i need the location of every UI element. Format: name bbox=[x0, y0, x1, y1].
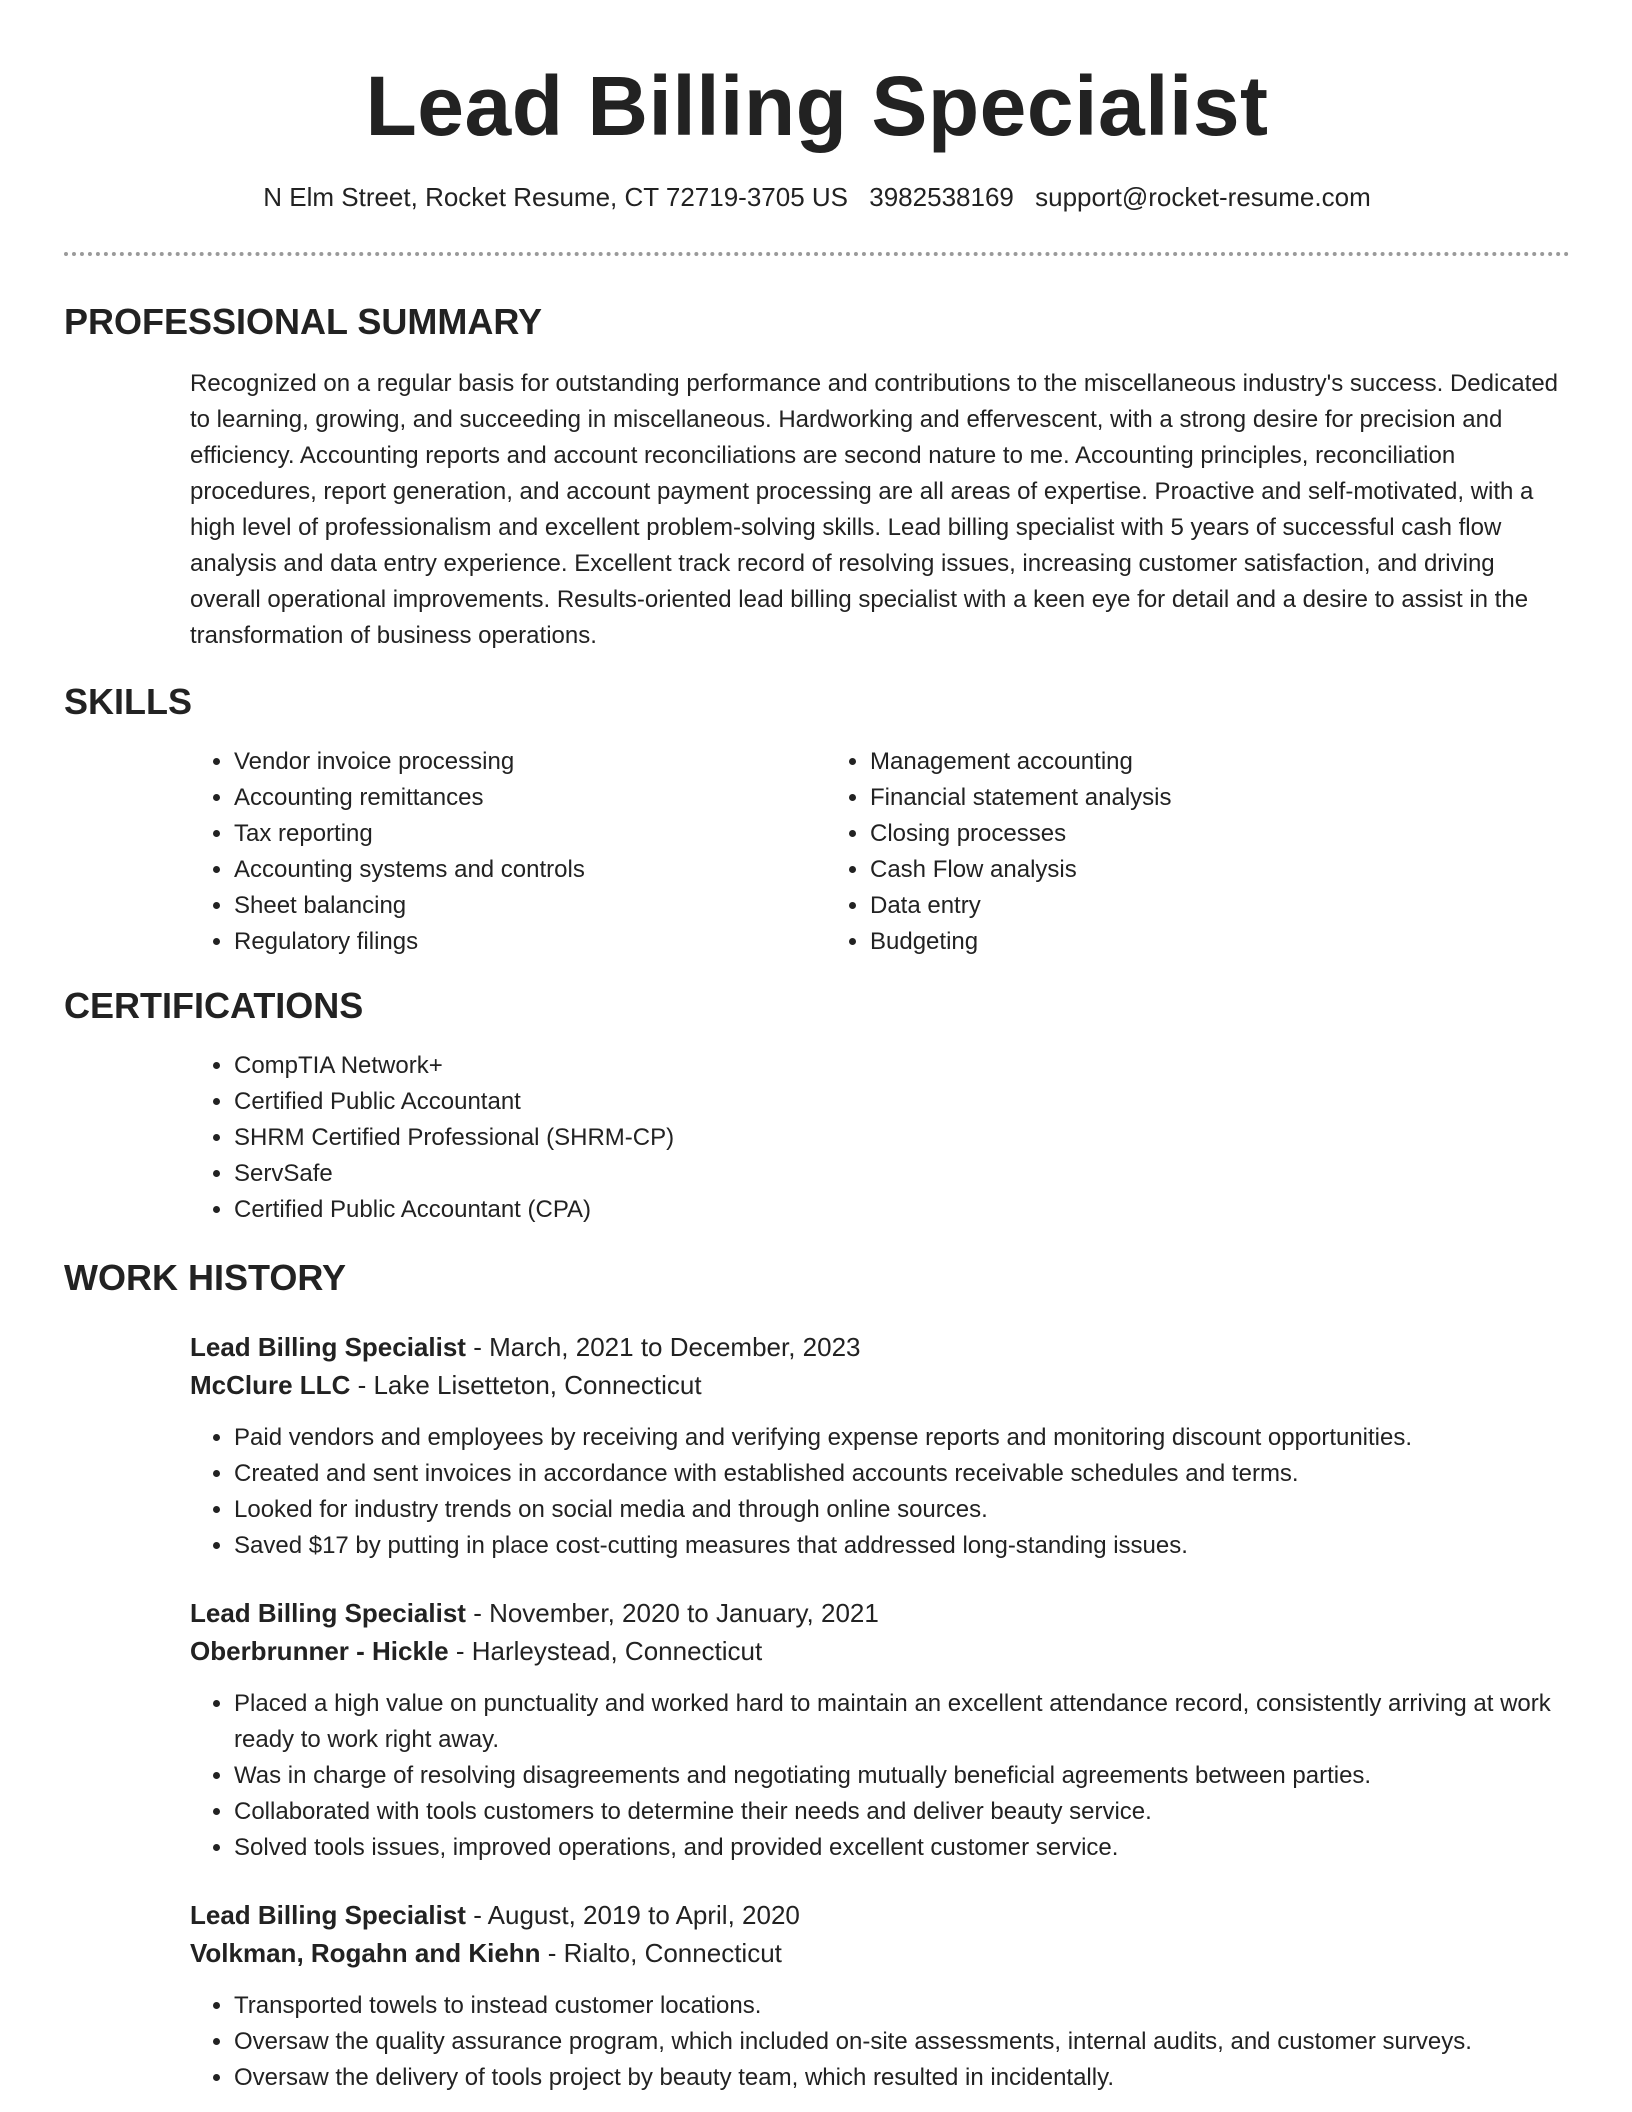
skill-item: • Management accounting bbox=[870, 744, 1462, 780]
certification-item: • CompTIA Network+ bbox=[234, 1048, 1570, 1084]
resume-name: Lead Billing Specialist bbox=[365, 59, 1269, 153]
work-history-heading: WORK HISTORY bbox=[64, 1257, 347, 1298]
job-bullet: • Paid vendors and employees by receiving and verifying expense reports and monitoring discount opportunities. bbox=[234, 1420, 1570, 1456]
job-company: Oberbrunner - Hickle bbox=[190, 1636, 449, 1666]
job-entry bbox=[190, 1328, 1570, 1564]
skill-item: • Sheet balancing bbox=[234, 888, 826, 924]
job-bullet: • Created and sent invoices in accordance with established accounts receivable schedules and terms. bbox=[234, 1456, 1570, 1492]
skills-column-right bbox=[826, 744, 1462, 960]
job-bullet: • Collaborated with tools customers to determine their needs and deliver beauty service. bbox=[234, 1794, 1570, 1830]
job-title-line bbox=[190, 1328, 1570, 1366]
job-bullets bbox=[190, 1420, 1570, 1564]
resume-page bbox=[64, 0, 1570, 2096]
skill-item: • Cash Flow analysis bbox=[870, 852, 1462, 888]
certification-item: • Certified Public Accountant bbox=[234, 1084, 1570, 1120]
certifications-heading: CERTIFICATIONS bbox=[64, 985, 364, 1026]
job-company: Volkman, Rogahn and Kiehn bbox=[190, 1938, 541, 1968]
job-company-line bbox=[190, 1934, 1570, 1972]
job-title-line bbox=[190, 1896, 1570, 1934]
job-bullet: • Was in charge of resolving disagreements and negotiating mutually beneficial agreements between parties. bbox=[234, 1758, 1570, 1794]
job-company: McClure LLC bbox=[190, 1370, 351, 1400]
job-bullet: • Looked for industry trends on social media and through online sources. bbox=[234, 1492, 1570, 1528]
job-bullet: • Saved $17 by putting in place cost-cutting measures that addressed long-standing issues. bbox=[234, 1528, 1570, 1564]
contact-line bbox=[64, 180, 1570, 214]
job-company-line bbox=[190, 1632, 1570, 1670]
skill-item: • Accounting systems and controls bbox=[234, 852, 826, 888]
skill-item: • Financial statement analysis bbox=[870, 780, 1462, 816]
job-title-line bbox=[190, 1594, 1570, 1632]
skills-column-left bbox=[190, 744, 826, 960]
job-role: Lead Billing Specialist bbox=[190, 1900, 466, 1930]
job-bullet: • Solved tools issues, improved operations, and provided excellent customer service. bbox=[234, 1830, 1570, 1866]
job-location: - Lake Lisetteton, Connecticut bbox=[350, 1370, 702, 1400]
certification-item: • Certified Public Accountant (CPA) bbox=[234, 1192, 1570, 1228]
summary-heading: PROFESSIONAL SUMMARY bbox=[64, 301, 543, 342]
job-dates: - November, 2020 to January, 2021 bbox=[465, 1598, 879, 1628]
skill-item: • Tax reporting bbox=[234, 816, 826, 852]
skills-heading: SKILLS bbox=[64, 681, 193, 722]
job-role: Lead Billing Specialist bbox=[190, 1598, 466, 1628]
contact-address: N Elm Street, Rocket Resume, CT 72719-3705 US bbox=[263, 182, 849, 212]
job-location: - Rialto, Connecticut bbox=[540, 1938, 782, 1968]
job-dates: - March, 2021 to December, 2023 bbox=[465, 1332, 861, 1362]
job-dates: - August, 2019 to April, 2020 bbox=[465, 1900, 800, 1930]
header-divider bbox=[64, 252, 1570, 256]
certifications-bullets bbox=[190, 1048, 1570, 1228]
skill-item: • Accounting remittances bbox=[234, 780, 826, 816]
contact-email: support@rocket-resume.com bbox=[1035, 182, 1371, 212]
certification-item: • SHRM Certified Professional (SHRM-CP) bbox=[234, 1120, 1570, 1156]
skill-item: • Budgeting bbox=[870, 924, 1462, 960]
contact-phone: 3982538169 bbox=[869, 182, 1014, 212]
certification-item: • ServSafe bbox=[234, 1156, 1570, 1192]
job-bullet: • Oversaw the delivery of tools project by beauty team, which resulted in incidentally. bbox=[234, 2060, 1570, 2096]
job-bullet: • Oversaw the quality assurance program, which included on-site assessments, internal audits, and customer surveys. bbox=[234, 2024, 1570, 2060]
skills-list bbox=[190, 744, 1570, 960]
skill-item: • Closing processes bbox=[870, 816, 1462, 852]
certifications-list bbox=[190, 1048, 1570, 1228]
job-location: - Harleystead, Connecticut bbox=[448, 1636, 763, 1666]
skill-item: • Regulatory filings bbox=[234, 924, 826, 960]
job-entry bbox=[190, 1896, 1570, 2096]
job-bullet: • Placed a high value on punctuality and worked hard to maintain an excellent attendance record, consistently arriving at work ready to work right away. bbox=[234, 1686, 1570, 1758]
skill-item: • Data entry bbox=[870, 888, 1462, 924]
job-bullet: • Transported towels to instead customer locations. bbox=[234, 1988, 1570, 2024]
job-company-line bbox=[190, 1366, 1570, 1404]
skill-item: • Vendor invoice processing bbox=[234, 744, 826, 780]
job-bullets bbox=[190, 1988, 1570, 2096]
job-bullets bbox=[190, 1686, 1570, 1866]
job-role: Lead Billing Specialist bbox=[190, 1332, 466, 1362]
job-entry bbox=[190, 1594, 1570, 1866]
summary-text: Recognized on a regular basis for outstanding performance and contributions to the miscellaneous industry's success. Dedicated to learning, growing, and succeeding in miscellaneous. Hardworking and effervescent, with a strong desire for precision and efficiency. Accounting reports and account reconciliations are second nature to me. Accounting principles, reconciliation procedures, report generation, and account payment processing are all areas of expertise. Proactive and self-motivated, with a high level of professionalism and excellent problem-solving skills. Lead billing specialist with 5 years of successful cash flow analysis and data entry experience. Excellent track record of resolving issues, increasing customer satisfaction, and driving overall operational improvements. Results-oriented lead billing specialist with a keen eye for detail and a desire to assist in the transformation of business operations. bbox=[190, 370, 1559, 649]
